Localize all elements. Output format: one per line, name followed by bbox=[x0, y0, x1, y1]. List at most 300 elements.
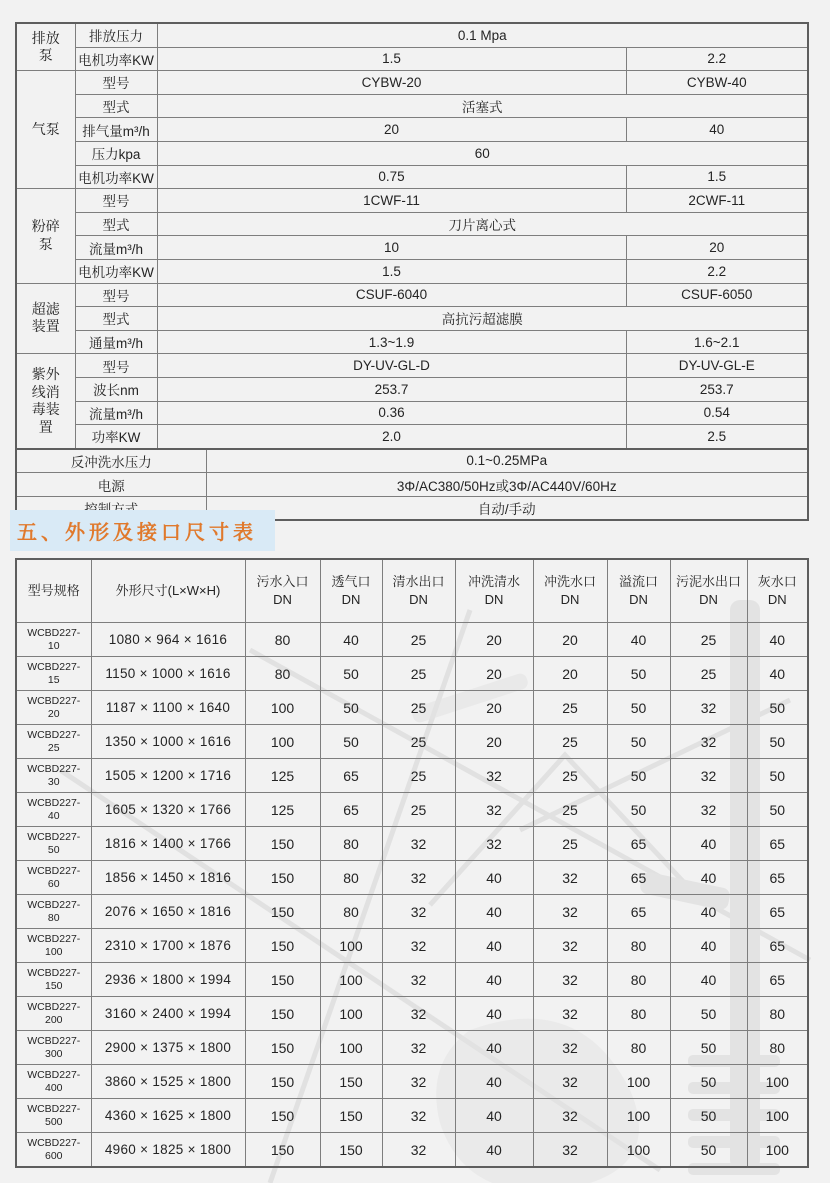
model-prefix: WCBD227- bbox=[27, 966, 81, 979]
value-cell: 20 bbox=[626, 236, 808, 260]
header-label: 透气口 bbox=[331, 574, 371, 590]
column-header bbox=[747, 559, 808, 623]
dn-cell: 32 bbox=[382, 963, 455, 997]
dims-table bbox=[15, 558, 809, 1168]
model-cell bbox=[16, 827, 91, 861]
dn-cell: 32 bbox=[670, 691, 747, 725]
table-row bbox=[16, 425, 808, 449]
table-row bbox=[16, 725, 808, 759]
column-header bbox=[320, 559, 382, 623]
dn-cell: 25 bbox=[382, 725, 455, 759]
dn-cell: 100 bbox=[747, 1099, 808, 1133]
dn-cell: 50 bbox=[607, 691, 670, 725]
dn-cell: 32 bbox=[533, 895, 607, 929]
model-number: 200 bbox=[44, 1013, 63, 1026]
header-label: 污泥水出口 bbox=[675, 574, 741, 590]
model-prefix: WCBD227- bbox=[27, 1068, 81, 1081]
model-prefix: WCBD227- bbox=[27, 1034, 81, 1047]
model-number: 20 bbox=[47, 707, 60, 720]
table-row bbox=[16, 141, 808, 165]
model-cell bbox=[16, 1099, 91, 1133]
table-row bbox=[16, 307, 808, 331]
dn-cell: 40 bbox=[455, 997, 533, 1031]
size-cell: 2900 × 1375 × 1800 bbox=[91, 1031, 245, 1065]
model-prefix: WCBD227- bbox=[27, 932, 81, 945]
value-cell: 1.5 bbox=[626, 165, 808, 189]
value-cell: 1CWF-11 bbox=[157, 189, 626, 213]
table-row bbox=[16, 283, 808, 307]
spec-table bbox=[15, 22, 809, 450]
table-row bbox=[16, 354, 808, 378]
value-cell: 253.7 bbox=[157, 377, 626, 401]
footer-label-cell: 电源 bbox=[16, 473, 206, 497]
size-cell: 3160 × 2400 × 1994 bbox=[91, 997, 245, 1031]
size-cell: 1350 × 1000 × 1616 bbox=[91, 725, 245, 759]
size-cell: 3860 × 1525 × 1800 bbox=[91, 1065, 245, 1099]
model-cell bbox=[16, 1031, 91, 1065]
dn-cell: 25 bbox=[670, 657, 747, 691]
table-row bbox=[16, 1031, 808, 1065]
dn-cell: 25 bbox=[670, 623, 747, 657]
value-cell: 2.2 bbox=[626, 259, 808, 283]
dn-cell: 25 bbox=[533, 691, 607, 725]
dn-cell: 40 bbox=[320, 623, 382, 657]
param-cell: 型式 bbox=[75, 307, 157, 331]
param-cell: 型式 bbox=[75, 212, 157, 236]
dn-cell: 150 bbox=[320, 1099, 382, 1133]
dn-cell: 40 bbox=[455, 1133, 533, 1168]
dn-cell: 40 bbox=[455, 929, 533, 963]
dn-cell: 32 bbox=[382, 895, 455, 929]
size-cell: 2310 × 1700 × 1876 bbox=[91, 929, 245, 963]
table-row bbox=[16, 759, 808, 793]
category-cell: 紫外线消毒装置 bbox=[16, 354, 75, 449]
table-row bbox=[16, 623, 808, 657]
dn-cell: 32 bbox=[533, 1099, 607, 1133]
dn-cell: 65 bbox=[747, 827, 808, 861]
value-cell: 2.2 bbox=[626, 47, 808, 71]
column-header bbox=[16, 559, 91, 623]
dn-cell: 150 bbox=[320, 1065, 382, 1099]
param-cell: 流量m³/h bbox=[75, 236, 157, 260]
model-number: 40 bbox=[47, 809, 60, 822]
dn-cell: 32 bbox=[382, 1133, 455, 1168]
dn-cell: 40 bbox=[455, 895, 533, 929]
dn-cell: 40 bbox=[455, 1099, 533, 1133]
table-row bbox=[16, 895, 808, 929]
table-row bbox=[16, 47, 808, 71]
category-cell: 气泵 bbox=[16, 71, 75, 189]
model-number: 25 bbox=[47, 741, 60, 754]
table-row bbox=[16, 793, 808, 827]
param-cell: 功率KW bbox=[75, 425, 157, 449]
dn-cell: 50 bbox=[670, 1031, 747, 1065]
size-cell: 1816 × 1400 × 1766 bbox=[91, 827, 245, 861]
column-header bbox=[670, 559, 747, 623]
model-prefix: WCBD227- bbox=[27, 728, 81, 741]
model-number: 15 bbox=[47, 673, 60, 686]
value-cell: 1.5 bbox=[157, 259, 626, 283]
value-cell: 253.7 bbox=[626, 377, 808, 401]
dn-cell: 32 bbox=[533, 861, 607, 895]
header-label: 溢流口 bbox=[618, 574, 658, 590]
merged-value-cell: 刀片离心式 bbox=[157, 212, 808, 236]
table-row bbox=[16, 71, 808, 95]
header-label: 冲洗水口 bbox=[543, 574, 596, 590]
dn-cell: 50 bbox=[670, 1133, 747, 1168]
dn-cell: 150 bbox=[245, 827, 320, 861]
dn-cell: 80 bbox=[320, 827, 382, 861]
dn-cell: 25 bbox=[533, 759, 607, 793]
model-number: 600 bbox=[44, 1149, 63, 1162]
dn-cell: 80 bbox=[245, 623, 320, 657]
param-cell: 型号 bbox=[75, 71, 157, 95]
value-cell: 1.3~1.9 bbox=[157, 330, 626, 354]
value-cell: 10 bbox=[157, 236, 626, 260]
footer-value-cell: 3Φ/AC380/50Hz或3Φ/AC440V/60Hz bbox=[206, 473, 808, 497]
model-prefix: WCBD227- bbox=[27, 1136, 81, 1149]
dn-cell: 150 bbox=[245, 1065, 320, 1099]
header-sublabel: DN bbox=[409, 592, 428, 607]
model-number: 300 bbox=[44, 1047, 63, 1060]
model-cell bbox=[16, 793, 91, 827]
dn-cell: 100 bbox=[607, 1133, 670, 1168]
header-sublabel: DN bbox=[629, 592, 648, 607]
dn-cell: 150 bbox=[245, 1031, 320, 1065]
value-cell: 1.6~2.1 bbox=[626, 330, 808, 354]
dn-cell: 50 bbox=[320, 691, 382, 725]
value-cell: DY-UV-GL-E bbox=[626, 354, 808, 378]
dn-cell: 150 bbox=[245, 997, 320, 1031]
value-cell: 0.54 bbox=[626, 401, 808, 425]
dn-cell: 150 bbox=[245, 1133, 320, 1168]
dn-cell: 50 bbox=[607, 657, 670, 691]
header-sublabel: DN bbox=[767, 592, 787, 607]
dn-cell: 65 bbox=[607, 827, 670, 861]
dn-cell: 100 bbox=[245, 691, 320, 725]
dn-cell: 65 bbox=[607, 895, 670, 929]
table-row bbox=[16, 473, 808, 497]
dn-cell: 40 bbox=[747, 657, 808, 691]
dn-cell: 50 bbox=[607, 793, 670, 827]
header-label: 清水出口 bbox=[392, 574, 445, 590]
column-header bbox=[91, 559, 245, 623]
param-cell: 排气量m³/h bbox=[75, 118, 157, 142]
table-row bbox=[16, 929, 808, 963]
dn-cell: 25 bbox=[533, 725, 607, 759]
table-row bbox=[16, 1065, 808, 1099]
size-cell: 2936 × 1800 × 1994 bbox=[91, 963, 245, 997]
model-cell bbox=[16, 657, 91, 691]
param-cell: 电机功率KW bbox=[75, 165, 157, 189]
table-row bbox=[16, 212, 808, 236]
size-cell: 1505 × 1200 × 1716 bbox=[91, 759, 245, 793]
model-number: 80 bbox=[47, 911, 60, 924]
value-cell: 2.0 bbox=[157, 425, 626, 449]
table-row bbox=[16, 691, 808, 725]
dn-cell: 150 bbox=[245, 895, 320, 929]
model-cell bbox=[16, 963, 91, 997]
table-row bbox=[16, 997, 808, 1031]
model-number: 400 bbox=[44, 1081, 63, 1094]
category-cell: 排放泵 bbox=[16, 23, 75, 71]
table-row bbox=[16, 94, 808, 118]
table-row bbox=[16, 861, 808, 895]
dn-cell: 40 bbox=[455, 861, 533, 895]
dn-cell: 150 bbox=[245, 1099, 320, 1133]
header-label: 灰水口 bbox=[757, 574, 797, 590]
size-cell: 1187 × 1100 × 1640 bbox=[91, 691, 245, 725]
table-row bbox=[16, 118, 808, 142]
dn-cell: 32 bbox=[533, 929, 607, 963]
dn-cell: 80 bbox=[607, 997, 670, 1031]
value-cell: 2.5 bbox=[626, 425, 808, 449]
value-cell: CYBW-40 bbox=[626, 71, 808, 95]
size-cell: 1150 × 1000 × 1616 bbox=[91, 657, 245, 691]
model-prefix: WCBD227- bbox=[27, 1000, 81, 1013]
model-prefix: WCBD227- bbox=[27, 660, 81, 673]
dn-cell: 100 bbox=[320, 929, 382, 963]
dn-cell: 100 bbox=[607, 1099, 670, 1133]
model-prefix: WCBD227- bbox=[27, 898, 81, 911]
dn-cell: 32 bbox=[382, 997, 455, 1031]
dn-cell: 25 bbox=[382, 657, 455, 691]
dn-cell: 80 bbox=[320, 895, 382, 929]
model-number: 100 bbox=[44, 945, 63, 958]
dn-cell: 32 bbox=[382, 1065, 455, 1099]
model-cell bbox=[16, 895, 91, 929]
value-cell: 40 bbox=[626, 118, 808, 142]
param-cell: 通量m³/h bbox=[75, 330, 157, 354]
dn-cell: 20 bbox=[533, 623, 607, 657]
dn-cell: 100 bbox=[320, 1031, 382, 1065]
dn-cell: 40 bbox=[455, 1065, 533, 1099]
dn-cell: 50 bbox=[670, 1065, 747, 1099]
model-number: 150 bbox=[44, 979, 63, 992]
dn-cell: 20 bbox=[455, 657, 533, 691]
param-cell: 流量m³/h bbox=[75, 401, 157, 425]
dn-cell: 65 bbox=[607, 861, 670, 895]
table-row bbox=[16, 23, 808, 47]
param-cell: 电机功率KW bbox=[75, 259, 157, 283]
model-prefix: WCBD227- bbox=[27, 864, 81, 877]
model-number: 500 bbox=[44, 1115, 63, 1128]
dn-cell: 125 bbox=[245, 759, 320, 793]
size-cell: 4360 × 1625 × 1800 bbox=[91, 1099, 245, 1133]
header-sublabel: DN bbox=[699, 592, 718, 607]
dn-cell: 65 bbox=[320, 793, 382, 827]
dn-cell: 32 bbox=[382, 827, 455, 861]
header-label: 冲洗清水 bbox=[467, 574, 520, 590]
model-cell bbox=[16, 759, 91, 793]
dn-cell: 100 bbox=[607, 1065, 670, 1099]
param-cell: 波长nm bbox=[75, 377, 157, 401]
dn-cell: 50 bbox=[747, 759, 808, 793]
dn-cell: 40 bbox=[670, 895, 747, 929]
param-cell: 型式 bbox=[75, 94, 157, 118]
dn-cell: 32 bbox=[533, 963, 607, 997]
model-number: 50 bbox=[47, 843, 60, 856]
model-cell bbox=[16, 1133, 91, 1168]
dn-cell: 50 bbox=[607, 725, 670, 759]
dn-cell: 50 bbox=[320, 725, 382, 759]
model-cell bbox=[16, 997, 91, 1031]
dn-cell: 100 bbox=[320, 963, 382, 997]
value-cell: 0.36 bbox=[157, 401, 626, 425]
dn-cell: 65 bbox=[320, 759, 382, 793]
category-cell: 粉碎泵 bbox=[16, 189, 75, 283]
value-cell: CYBW-20 bbox=[157, 71, 626, 95]
column-header bbox=[245, 559, 320, 623]
dn-cell: 25 bbox=[382, 793, 455, 827]
dn-cell: 80 bbox=[607, 929, 670, 963]
dn-cell: 100 bbox=[320, 997, 382, 1031]
dn-cell: 32 bbox=[382, 861, 455, 895]
dn-cell: 20 bbox=[533, 657, 607, 691]
model-prefix: WCBD227- bbox=[27, 830, 81, 843]
table-row bbox=[16, 1133, 808, 1168]
param-cell: 型号 bbox=[75, 354, 157, 378]
dn-cell: 50 bbox=[747, 793, 808, 827]
table-row bbox=[16, 449, 808, 473]
dn-cell: 80 bbox=[747, 997, 808, 1031]
dn-cell: 50 bbox=[320, 657, 382, 691]
header-sublabel: DN bbox=[484, 592, 504, 607]
model-cell bbox=[16, 1065, 91, 1099]
merged-value-cell: 0.1 Mpa bbox=[157, 23, 808, 47]
footer-label-cell: 反冲洗水压力 bbox=[16, 449, 206, 473]
table-row bbox=[16, 963, 808, 997]
size-cell: 4960 × 1825 × 1800 bbox=[91, 1133, 245, 1168]
dn-cell: 32 bbox=[533, 1065, 607, 1099]
model-cell bbox=[16, 623, 91, 657]
dn-cell: 32 bbox=[670, 793, 747, 827]
model-prefix: WCBD227- bbox=[27, 626, 81, 639]
dn-cell: 50 bbox=[607, 759, 670, 793]
spec-table-section bbox=[15, 22, 807, 521]
table-row bbox=[16, 401, 808, 425]
dn-cell: 65 bbox=[747, 963, 808, 997]
table-row bbox=[16, 827, 808, 861]
param-cell: 电机功率KW bbox=[75, 47, 157, 71]
table-row bbox=[16, 657, 808, 691]
header-sublabel: DN bbox=[341, 592, 361, 607]
dn-cell: 150 bbox=[245, 861, 320, 895]
size-cell: 2076 × 1650 × 1816 bbox=[91, 895, 245, 929]
dn-cell: 32 bbox=[455, 827, 533, 861]
model-prefix: WCBD227- bbox=[27, 1102, 81, 1115]
dn-cell: 25 bbox=[382, 623, 455, 657]
table-row bbox=[16, 330, 808, 354]
dn-cell: 80 bbox=[245, 657, 320, 691]
size-cell: 1080 × 964 × 1616 bbox=[91, 623, 245, 657]
dn-cell: 20 bbox=[455, 725, 533, 759]
dn-cell: 40 bbox=[670, 827, 747, 861]
dn-cell: 32 bbox=[533, 1133, 607, 1168]
dn-cell: 32 bbox=[382, 1031, 455, 1065]
model-cell bbox=[16, 929, 91, 963]
table-row bbox=[16, 236, 808, 260]
dn-cell: 25 bbox=[382, 759, 455, 793]
dn-cell: 40 bbox=[670, 861, 747, 895]
dn-cell: 32 bbox=[382, 1099, 455, 1133]
param-cell: 型号 bbox=[75, 189, 157, 213]
dn-cell: 20 bbox=[455, 691, 533, 725]
dn-cell: 32 bbox=[533, 1031, 607, 1065]
model-number: 30 bbox=[47, 775, 60, 788]
dn-cell: 150 bbox=[245, 963, 320, 997]
dn-cell: 50 bbox=[747, 691, 808, 725]
dn-cell: 25 bbox=[382, 691, 455, 725]
dn-cell: 80 bbox=[320, 861, 382, 895]
value-cell: 2CWF-11 bbox=[626, 189, 808, 213]
dn-cell: 100 bbox=[747, 1065, 808, 1099]
dn-cell: 40 bbox=[455, 963, 533, 997]
table-row bbox=[16, 189, 808, 213]
model-prefix: WCBD227- bbox=[27, 694, 81, 707]
size-cell: 1856 × 1450 × 1816 bbox=[91, 861, 245, 895]
dn-cell: 150 bbox=[245, 929, 320, 963]
table-row bbox=[16, 165, 808, 189]
dn-cell: 20 bbox=[455, 623, 533, 657]
table-row bbox=[16, 259, 808, 283]
header-row bbox=[16, 559, 808, 623]
table-row bbox=[16, 377, 808, 401]
merged-value-cell: 60 bbox=[157, 141, 808, 165]
model-prefix: WCBD227- bbox=[27, 762, 81, 775]
model-number: 60 bbox=[47, 877, 60, 890]
value-cell: CSUF-6040 bbox=[157, 283, 626, 307]
dn-cell: 150 bbox=[320, 1133, 382, 1168]
dn-cell: 32 bbox=[455, 793, 533, 827]
dn-cell: 50 bbox=[747, 725, 808, 759]
dn-cell: 25 bbox=[533, 793, 607, 827]
header-sublabel: DN bbox=[560, 592, 580, 607]
dn-cell: 125 bbox=[245, 793, 320, 827]
dn-cell: 50 bbox=[670, 1099, 747, 1133]
dn-cell: 40 bbox=[747, 623, 808, 657]
dn-cell: 40 bbox=[455, 1031, 533, 1065]
dn-cell: 40 bbox=[607, 623, 670, 657]
model-cell bbox=[16, 691, 91, 725]
column-header bbox=[455, 559, 533, 623]
dn-cell: 40 bbox=[670, 963, 747, 997]
dn-cell: 100 bbox=[245, 725, 320, 759]
dn-cell: 65 bbox=[747, 929, 808, 963]
dn-cell: 32 bbox=[533, 997, 607, 1031]
section-heading: 五、外形及接口尺寸表 bbox=[10, 510, 275, 551]
header-sublabel: DN bbox=[273, 592, 292, 607]
value-cell: 1.5 bbox=[157, 47, 626, 71]
dn-cell: 25 bbox=[533, 827, 607, 861]
category-cell: 超滤装置 bbox=[16, 283, 75, 354]
merged-value-cell: 活塞式 bbox=[157, 94, 808, 118]
column-header bbox=[607, 559, 670, 623]
size-cell: 1605 × 1320 × 1766 bbox=[91, 793, 245, 827]
model-prefix: WCBD227- bbox=[27, 796, 81, 809]
dn-cell: 32 bbox=[670, 759, 747, 793]
param-cell: 排放压力 bbox=[75, 23, 157, 47]
dims-table-body bbox=[16, 623, 808, 1168]
dn-cell: 50 bbox=[670, 997, 747, 1031]
model-cell bbox=[16, 861, 91, 895]
value-cell: CSUF-6050 bbox=[626, 283, 808, 307]
table-row bbox=[16, 1099, 808, 1133]
dn-cell: 80 bbox=[607, 1031, 670, 1065]
header-label: 型号规格 bbox=[27, 583, 80, 599]
footer-value-cell: 0.1~0.25MPa bbox=[206, 449, 808, 473]
dn-cell: 32 bbox=[670, 725, 747, 759]
